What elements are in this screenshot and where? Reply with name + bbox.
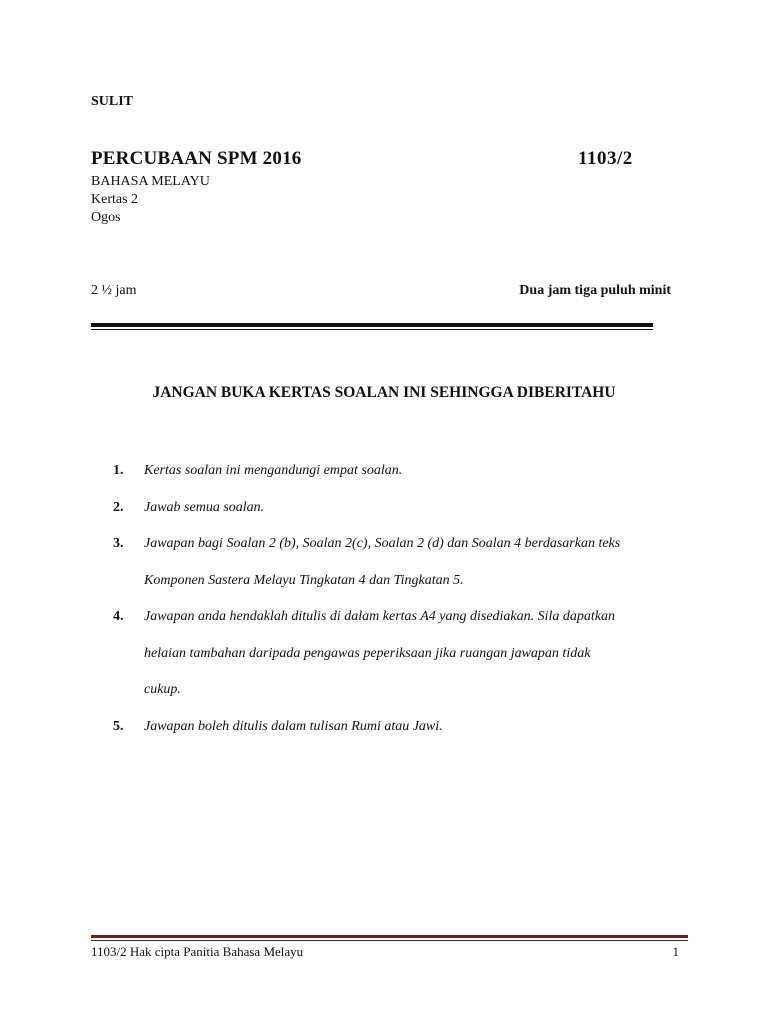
instruction-text: Jawapan anda hendaklah ditulis di dalam kertas A4 yang disediakan. Sila dapatkan	[144, 609, 616, 624]
instruction-number: 3.	[113, 536, 124, 551]
subject-name: BAHASA MELAYU	[91, 174, 210, 189]
instruction-text: cukup.	[144, 682, 181, 697]
instruction-text: Komponen Sastera Melayu Tingkatan 4 dan Tingkatan 5.	[144, 572, 464, 588]
instruction-number: 4.	[113, 609, 124, 624]
paper-code: 1103/2	[578, 148, 633, 169]
instruction-number: 1.	[113, 463, 124, 478]
instruction-text: Jawab semua soalan.	[144, 499, 265, 515]
instructions-list	[91, 453, 691, 745]
instruction-text: Kertas soalan ini mengandungi empat soalan.	[144, 463, 403, 478]
instruction-text: Jawapan boleh ditulis dalam tulisan Rumi atau Jawi.	[144, 718, 443, 734]
instruction-item	[91, 599, 691, 709]
instruction-item	[91, 526, 691, 599]
classification-label: SULIT	[91, 94, 134, 109]
instruction-item	[91, 453, 691, 490]
footer-copyright: 1103/2 Hak cipta Panitia Bahasa Melayu	[91, 944, 304, 959]
header-divider-thin	[91, 329, 653, 330]
instruction-text: helaian tambahan daripada pengawas peperiksaan jika ruangan jawapan tidak	[144, 645, 591, 661]
instruction-item	[91, 709, 691, 746]
duration-long: Dua jam tiga puluh minit	[519, 283, 671, 298]
exam-title: PERCUBAAN SPM 2016	[91, 148, 302, 169]
footer-divider-thin	[91, 940, 688, 941]
instruction-text: Jawapan bagi Soalan 2 (b), Soalan 2(c), Soalan 2 (d) dan Soalan 4 berdasarkan teks	[144, 536, 621, 551]
instruction-number: 2.	[113, 499, 124, 515]
do-not-open-warning: JANGAN BUKA KERTAS SOALAN INI SEHINGGA DIBERITAHU	[152, 384, 616, 401]
page-number: 1	[672, 944, 679, 959]
instruction-number: 5.	[113, 718, 124, 734]
footer-divider	[91, 935, 688, 938]
instruction-item	[91, 490, 691, 527]
duration-short: 2 ½ jam	[91, 283, 137, 298]
header-divider	[91, 323, 653, 327]
paper-number: Kertas 2	[91, 192, 139, 207]
exam-month: Ogos	[91, 210, 121, 225]
